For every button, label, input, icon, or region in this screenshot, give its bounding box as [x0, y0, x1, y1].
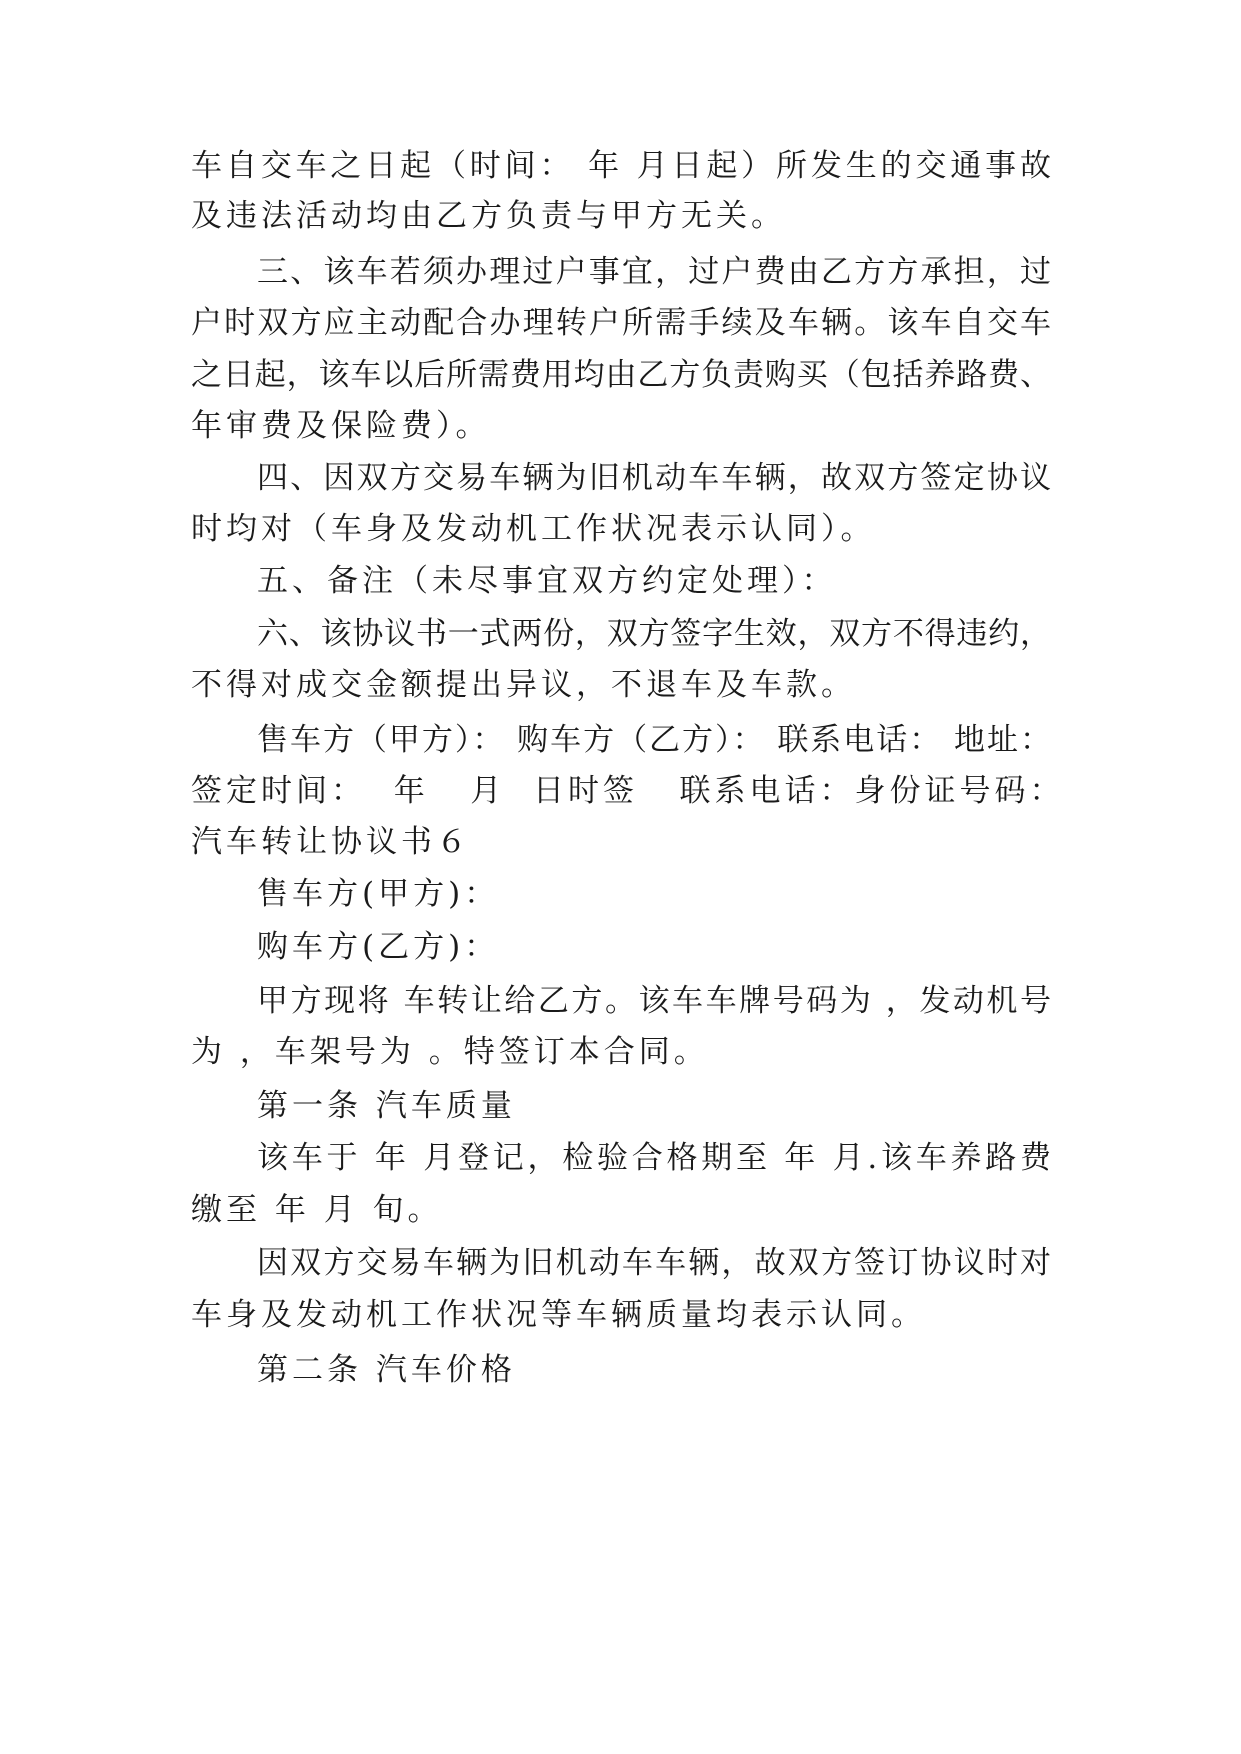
paragraph-line: 之日起，该车以后所需费用均由乙方负责购买（包括养路费、: [191, 357, 1051, 393]
paragraph-line: 第一条 汽车质量: [257, 1088, 516, 1124]
paragraph-line: 购车方(乙方)：: [257, 929, 500, 965]
paragraph-line: 车身及发动机工作状况等车辆质量均表示认同。: [191, 1297, 926, 1333]
paragraph-line: 四、因双方交易车辆为旧机动车车辆，故双方签定协议: [257, 460, 1051, 496]
paragraph-line: 因双方交易车辆为旧机动车车辆，故双方签订协议时对: [257, 1245, 1051, 1281]
paragraph-line: 六、该协议书一式两份，双方签字生效，双方不得违约，: [257, 616, 1051, 652]
paragraph-line: 户时双方应主动配合办理转户所需手续及车辆。该车自交车: [191, 305, 1051, 341]
paragraph-line: 不得对成交金额提出异议，不退车及车款。: [191, 667, 856, 703]
paragraph-line: 第二条 汽车价格: [257, 1352, 516, 1388]
paragraph-line: 售车方(甲方)：: [257, 876, 500, 912]
paragraph-line: 及违法活动均由乙方负责与甲方无关。: [191, 198, 786, 234]
paragraph-line: 三、该车若须办理过户事宜，过户费由乙方方承担，过: [257, 254, 1051, 290]
paragraph-line: 为 ，车架号为 。特签订本合同。: [191, 1034, 709, 1070]
paragraph-line: 该车于 年 月登记，检验合格期至 年 月.该车养路费: [257, 1140, 1051, 1176]
paragraph-line: 签定时间： 年 月 日时签 联系电话：身份证号码：: [191, 773, 1065, 809]
paragraph-line: 时均对（车身及发动机工作状况表示认同）。: [191, 511, 876, 547]
paragraph-line: 售车方（甲方）： 购车方（乙方）： 联系电话： 地址：: [257, 722, 1051, 758]
paragraph-line: 缴至 年 月 旬。: [191, 1192, 443, 1228]
paragraph-line: 车自交车之日起（时间： 年 月日起）所发生的交通事故: [191, 148, 1051, 184]
paragraph-line: 年审费及保险费）。: [191, 408, 491, 444]
paragraph-line: 五、备注（未尽事宜双方约定处理）：: [257, 563, 837, 599]
paragraph-line: 甲方现将 车转让给乙方。该车车牌号码为 ，发动机号: [257, 983, 1051, 1019]
paragraph-line: 汽车转让协议书６: [191, 824, 471, 860]
